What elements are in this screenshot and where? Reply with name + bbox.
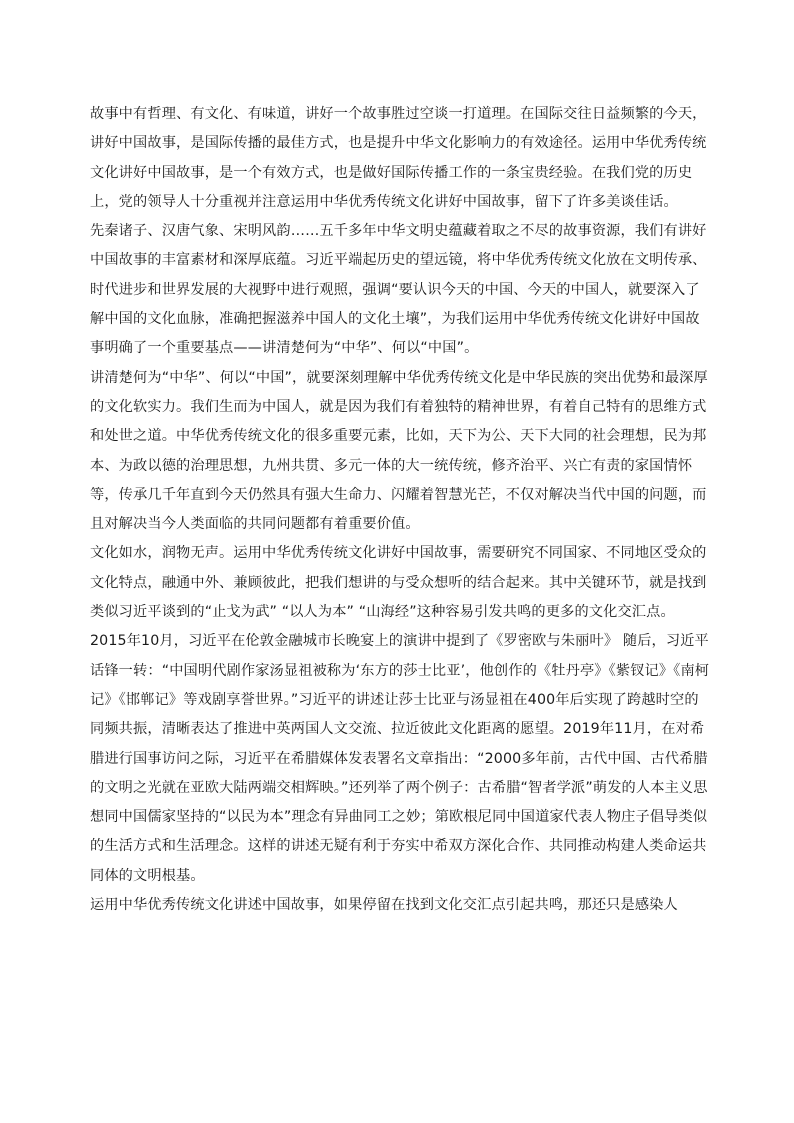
paragraph-4: 文化如水，润物无声。运用中华优秀传统文化讲好中国故事，需要研究不同国家、不同地区受众的文化特点，融通中外、兼顾彼此，把我们想讲的与受众想听的结合起来。其中关键环节，就是找到类似习近平谈到的“止戈为武” “以人为本” “山海经”这种容易引发共鸣的更多的文化交汇点。	[90, 545, 707, 621]
paragraph-2: 先秦诸子、汉唐气象、宋明风韵……五千多年中华文明史蕴藏着取之不尽的故事资源，我们有讲好中国故事的丰富素材和深厚底蕴。习近平端起历史的望远镜，将中华优秀传统文化放在文明传承、时代进步和世界发展的大视野中进行观照，强调“要认识今天的中国、今天的中国人，就要深入了解中国的文化血脉，准确把握滋养中国人的文化土壤”，为我们运用中华优秀传统文化讲好中国故事明确了一个重要基点——讲清楚何为“中华”、何以“中国”。	[90, 223, 707, 357]
document-body	[90, 100, 712, 920]
paragraph-5: 2015年10月，习近平在伦敦金融城市长晚宴上的演讲中提到了《罗密欧与朱丽叶》 随后，习近平话锋一转：“中国明代剧作家汤显祖被称为‘东方的莎士比亚’，他创作的《牡丹亭》《紫钗记》《南柯记》《邯郸记》等戏剧享誉世界。”习近平的讲述让莎士比亚与汤显祖在400年后实现了跨越时空的同频共振，清晰表达了推进中英两国人文交流、拉近彼此文化距离的愿望。2019年11月，在对希腊进行国事访问之际，习近平在希腊媒体发表署名文章指出：“2000多年前，古代中国、古代希腊的文明之光就在亚欧大陆两端交相辉映。”还列举了两个例子：古希腊“智者学派”萌发的人本主义思想同中国儒家坚持的“以民为本”理念有异曲同工之妙；第欧根尼同中国道家代表人物庄子倡导类似的生活方式和生活理念。这样的讲述无疑有利于夯实中希双方深化合作、共同推动构建人类命运共同体的文明根基。	[90, 633, 710, 884]
paragraph-3: 讲清楚何为“中华”、何以“中国”，就要深刻理解中华优秀传统文化是中华民族的突出优势和最深厚的文化软实力。我们生而为中国人，就是因为我们有着独特的精神世界，有着自己特有的思维方式和处世之道。中华优秀传统文化的很多重要元素，比如，天下为公、天下大同的社会理想，民为邦本、为政以德的治理思想，九州共贯、多元一体的大一统传统，修齐治平、兴亡有责的家国情怀等，传承几千年直到今天仍然具有强大生命力、闪耀着智慧光芒，不仅对解决当代中国的问题，而且对解决当今人类面临的共同问题都有着重要价值。	[90, 369, 708, 533]
paragraph-1: 故事中有哲理、有文化、有味道，讲好一个故事胜过空谈一打道理。在国际交往日益频繁的今天，讲好中国故事，是国际传播的最佳方式，也是提升中华文化影响力的有效途径。运用中华优秀传统文化讲好中国故事，是一个有效方式，也是做好国际传播工作的一条宝贵经验。在我们党的历史上，党的领导人十分重视并注意运用中华优秀传统文化讲好中国故事，留下了许多美谈佳话。	[90, 106, 707, 210]
paragraph-6: 运用中华优秀传统文化讲述中国故事，如果停留在找到文化交汇点引起共鸣，那还只是感染人	[90, 897, 678, 914]
